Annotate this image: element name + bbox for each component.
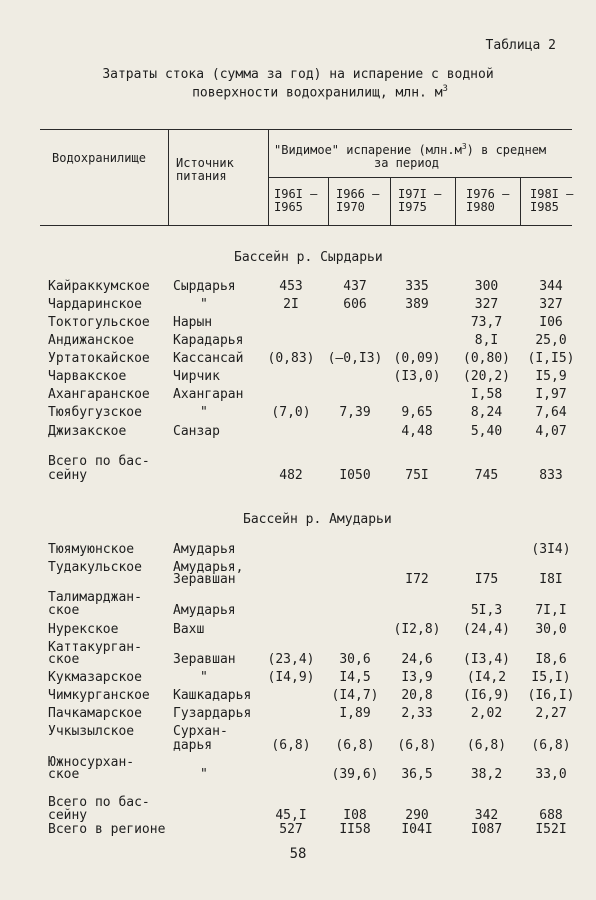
value-cell: 527 — [279, 822, 303, 837]
value-cell: 833 — [539, 468, 563, 483]
value-cell: 8,I — [474, 333, 499, 348]
total-label-line2: сейну — [48, 808, 88, 823]
value-cell: (6,8) — [397, 738, 437, 753]
value-cell: 30,0 — [535, 622, 567, 637]
reservoir-name: Тюямуюнское — [48, 542, 135, 557]
header-divider — [455, 177, 456, 225]
source-name: Сырдарья — [173, 279, 236, 294]
reservoir-name: Тюябугузское — [48, 405, 142, 420]
reservoir-name: Андижанское — [48, 333, 135, 348]
source-name-cont: дарья — [173, 738, 213, 753]
header-reservoir: Водохранилище — [52, 151, 146, 165]
value-cell: 9,65 — [401, 405, 433, 420]
header-source-line2: питания — [176, 169, 227, 183]
source-name: Зеравшан — [173, 652, 236, 667]
value-cell: (I3,4) — [463, 652, 510, 667]
header-group-text: "Видимое" испарение (млн.м — [274, 143, 462, 157]
header-period — [530, 188, 573, 214]
value-cell: 437 — [343, 279, 367, 294]
value-cell: (20,2) — [463, 369, 510, 384]
value-cell: 5I,3 — [470, 603, 503, 618]
header-period-group — [274, 140, 574, 170]
value-cell: I,97 — [535, 387, 567, 402]
value-cell: I75 — [474, 572, 499, 587]
header-mid-rule — [268, 177, 572, 178]
source-name: Амударья — [173, 542, 236, 557]
table-title-line2 — [22, 84, 596, 100]
value-cell: 25,0 — [535, 333, 567, 348]
period-end: I970 — [336, 200, 365, 214]
value-cell: 2,33 — [401, 706, 433, 721]
source-name: Карадарья — [173, 333, 244, 348]
value-cell: I72 — [405, 572, 429, 587]
value-cell: I087 — [470, 822, 503, 837]
reservoir-name: Нурекское — [48, 622, 119, 637]
header-divider — [268, 129, 269, 225]
region-total-label: Всего в регионе — [48, 822, 166, 837]
value-cell: 482 — [279, 468, 303, 483]
value-cell: (I4,9) — [267, 670, 315, 685]
source-name: Ахангаран — [173, 387, 244, 402]
header-period — [274, 188, 317, 214]
reservoir-name-cont: ское — [48, 767, 80, 782]
reservoir-name: Чарвакское — [48, 369, 127, 384]
source-name: Вахш — [173, 622, 205, 637]
reservoir-name: Чардаринское — [48, 297, 142, 312]
value-cell: 335 — [405, 279, 429, 294]
source-name: Сурхан- — [173, 724, 228, 739]
value-cell: 2,27 — [535, 706, 567, 721]
value-cell: I5,9 — [535, 369, 567, 384]
value-cell: 4,07 — [535, 424, 567, 439]
reservoir-name: Кукмазарское — [48, 670, 142, 685]
value-cell: 327 — [474, 297, 499, 312]
value-cell: I08 — [343, 808, 367, 823]
header-period — [398, 188, 441, 214]
value-cell: 745 — [474, 468, 499, 483]
total-label-line1: Всего по бас- — [48, 795, 150, 810]
value-cell: 7I,I — [535, 603, 567, 618]
value-cell: 33,0 — [535, 767, 567, 782]
title-line2-text: поверхности водохранилищ, млн. м — [192, 85, 443, 101]
value-cell: 24,6 — [401, 652, 433, 667]
value-cell: I04I — [401, 822, 433, 837]
source-name: Гузардарья — [173, 706, 252, 721]
value-cell: I4,5 — [339, 670, 371, 685]
source-name: " — [200, 670, 208, 685]
value-cell: (0,09) — [393, 351, 441, 366]
value-cell: (6,8) — [335, 738, 375, 753]
source-name: Амударья — [173, 603, 236, 618]
value-cell: II58 — [339, 822, 371, 837]
value-cell: (I6,9) — [463, 688, 510, 703]
value-cell: (I,I5) — [527, 351, 575, 366]
table-title-line1: Затраты стока (сумма за год) на испарение с водной — [102, 67, 494, 82]
value-cell: 8,24 — [470, 405, 503, 420]
value-cell: I,89 — [339, 706, 371, 721]
source-name: " — [200, 297, 208, 312]
reservoir-name: Токтогульское — [48, 315, 150, 330]
period-start: I966 – — [336, 187, 380, 201]
basin-title: Бассейн р. Сырдарьи — [234, 250, 383, 265]
value-cell: 300 — [474, 279, 499, 294]
reservoir-name: Учкызылское — [48, 724, 135, 739]
value-cell: I3,9 — [401, 670, 433, 685]
reservoir-name: Каттакурган- — [48, 640, 142, 655]
reservoir-name: Талимарджан- — [48, 590, 142, 605]
header-group-line2: за период — [374, 156, 440, 170]
period-end: I985 — [530, 200, 559, 214]
value-cell: (I4,2 — [466, 670, 507, 685]
reservoir-name: Уртатокайское — [48, 351, 150, 366]
value-cell: (0,80) — [463, 351, 510, 366]
value-cell: 73,7 — [470, 315, 503, 330]
value-cell: I06 — [539, 315, 563, 330]
value-cell: I,58 — [470, 387, 503, 402]
value-cell: 38,2 — [470, 767, 503, 782]
reservoir-name: Тудакульское — [48, 560, 142, 575]
value-cell: (6,8) — [271, 738, 311, 753]
header-source-line1: Источник — [176, 156, 234, 170]
basin-title: Бассейн р. Амударьи — [243, 512, 392, 527]
value-cell: (6,8) — [531, 738, 571, 753]
value-cell: I5,I) — [531, 670, 571, 685]
value-cell: 45,I — [275, 808, 307, 823]
source-name: Кассансай — [173, 351, 244, 366]
header-divider — [168, 129, 169, 225]
value-cell: (–0,I3) — [327, 351, 383, 366]
header-divider — [390, 177, 391, 225]
source-name: Чирчик — [173, 369, 220, 384]
period-start: I976 – — [466, 187, 510, 201]
value-cell: 290 — [405, 808, 429, 823]
value-cell: 30,6 — [339, 652, 371, 667]
value-cell: (3I4) — [531, 542, 571, 557]
reservoir-name: Южносурхан- — [48, 755, 135, 770]
value-cell: (7,0) — [271, 405, 311, 420]
value-cell: 389 — [405, 297, 429, 312]
value-cell: 688 — [539, 808, 563, 823]
value-cell: (6,8) — [466, 738, 507, 753]
value-cell: 453 — [279, 279, 303, 294]
period-end: I980 — [466, 200, 495, 214]
value-cell: (I6,I) — [527, 688, 575, 703]
value-cell: I52I — [535, 822, 567, 837]
value-cell: (I4,7) — [331, 688, 379, 703]
value-cell: 75I — [405, 468, 429, 483]
title-superscript: 3 — [442, 84, 448, 94]
period-start: I96I – — [274, 187, 318, 201]
header-group-line1 — [274, 140, 574, 157]
header-period — [466, 188, 509, 214]
header-divider — [328, 177, 329, 225]
value-cell: (39,6) — [331, 767, 379, 782]
source-name: " — [200, 767, 208, 782]
total-label-line1: Всего по бас- — [48, 454, 150, 469]
header-group-sup: 3 — [461, 142, 467, 151]
header-top-rule — [40, 129, 572, 130]
header-source — [176, 157, 234, 183]
value-cell: I8,6 — [535, 652, 567, 667]
value-cell: 4,48 — [401, 424, 433, 439]
reservoir-name: Ахангаранское — [48, 387, 150, 402]
page-number: 58 — [289, 846, 307, 862]
source-name-cont: Зеравшан — [173, 572, 236, 587]
header-divider — [520, 177, 521, 225]
value-cell: I050 — [339, 468, 371, 483]
reservoir-name-cont: ское — [48, 603, 80, 618]
period-start: I97I – — [398, 187, 442, 201]
value-cell: 36,5 — [401, 767, 433, 782]
value-cell: 20,8 — [401, 688, 433, 703]
value-cell: 2I — [283, 297, 299, 312]
reservoir-name: Пачкамарское — [48, 706, 142, 721]
reservoir-name: Чимкурганское — [48, 688, 150, 703]
value-cell: 5,40 — [470, 424, 503, 439]
value-cell: (24,4) — [463, 622, 510, 637]
period-end: I975 — [398, 200, 427, 214]
value-cell: (I3,0) — [393, 369, 441, 384]
reservoir-name-cont: ское — [48, 652, 80, 667]
value-cell: (I2,8) — [393, 622, 441, 637]
header-group-text-end: ) в среднем — [466, 143, 547, 157]
source-name: Кашкадарья — [173, 688, 252, 703]
reservoir-name: Кайраккумское — [48, 279, 150, 294]
value-cell: (0,83) — [267, 351, 315, 366]
value-cell: 327 — [539, 297, 563, 312]
period-end: I965 — [274, 200, 303, 214]
value-cell: 2,02 — [470, 706, 503, 721]
source-name: " — [200, 405, 208, 420]
source-name: Нарын — [173, 315, 213, 330]
value-cell: I8I — [539, 572, 563, 587]
source-name: Санзар — [173, 424, 220, 439]
table-label: Таблица 2 — [485, 38, 556, 53]
header-period — [336, 188, 379, 214]
value-cell: (23,4) — [267, 652, 315, 667]
total-label-line2: сейну — [48, 468, 88, 483]
source-name: Амударья, — [173, 560, 244, 575]
header-bottom-rule — [40, 225, 572, 226]
value-cell: 7,39 — [339, 405, 371, 420]
value-cell: 342 — [474, 808, 499, 823]
value-cell: 344 — [539, 279, 563, 294]
value-cell: 7,64 — [535, 405, 567, 420]
period-start: I98I – — [530, 187, 574, 201]
reservoir-name: Джизакское — [48, 424, 127, 439]
value-cell: 606 — [343, 297, 367, 312]
